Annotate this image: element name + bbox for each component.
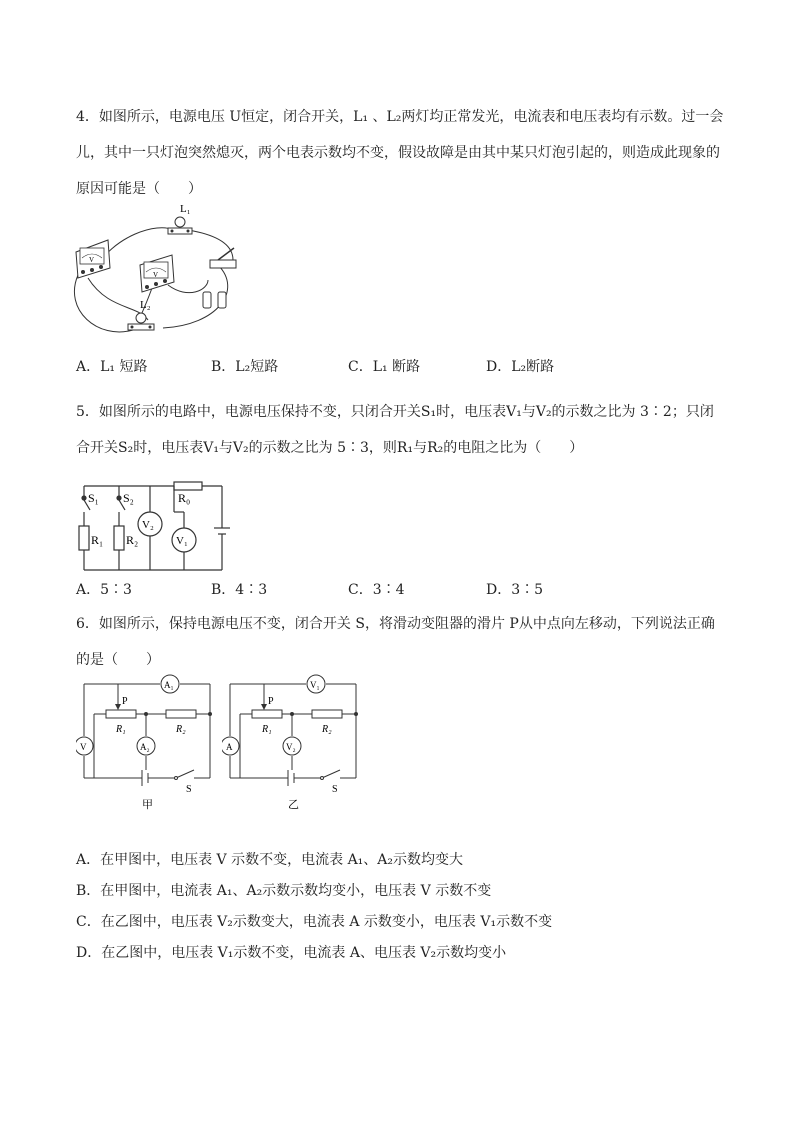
meter-1-icon bbox=[76, 240, 110, 278]
q6-option-b[interactable]: B．在甲图中，电流表 A₁、A₂示数示数均变小，电压表 V 示数不变 bbox=[76, 883, 492, 899]
switch-s2-icon bbox=[117, 496, 121, 500]
label-r1: R₁ bbox=[91, 533, 104, 547]
yi-v1-label: V₁ bbox=[310, 680, 320, 690]
question-5-figure bbox=[74, 478, 234, 578]
yi-p-label: P bbox=[268, 696, 274, 707]
yi-s-label: S bbox=[332, 784, 338, 795]
figure-jia-caption: 甲 bbox=[142, 799, 153, 811]
q5-option-d[interactable]: D．3∶5 bbox=[486, 582, 544, 598]
yi-a-label: A bbox=[226, 742, 233, 752]
q5-option-c[interactable]: C．3∶4 bbox=[348, 582, 405, 598]
figure-yi-caption: 乙 bbox=[288, 799, 299, 811]
label-s1: S₁ bbox=[88, 491, 99, 505]
label-v2: V₂ bbox=[142, 519, 154, 531]
jia-v-label: V bbox=[80, 742, 87, 752]
q4-option-b[interactable]: B．L₂短路 bbox=[211, 359, 279, 375]
q5-option-b[interactable]: B．4∶3 bbox=[211, 582, 268, 598]
question-5-text: 5．如图所示的电路中，电源电压保持不变，只闭合开关S₁时，电压表V₁与V₂的示数之比为 3∶2；只闭合开关S₂时，电压表V₁与V₂的示数之比为 5∶3，则R₁与R₂的电阻之比为（ ） bbox=[76, 404, 714, 456]
switch-icon bbox=[210, 248, 236, 268]
bulb-l2-label: L₂ bbox=[140, 299, 151, 311]
q4-option-a[interactable]: A．L₁ 短路 bbox=[76, 359, 148, 375]
jia-a1-label: A₁ bbox=[164, 680, 174, 690]
yi-v2-label: V₂ bbox=[286, 742, 296, 752]
q6-option-d[interactable]: D．在乙图中，电压表 V₁示数不变，电流表 A、电压表 V₂示数均变小 bbox=[76, 945, 507, 961]
yi-r1-label: R₁ bbox=[262, 724, 272, 735]
question-6-text: 6．如图所示，保持电源电压不变，闭合开关 S，将滑动变阻器的滑片 P从中点向左移动，下列说法正确的是（ ） bbox=[76, 616, 715, 668]
jia-r2-label: R₂ bbox=[176, 724, 186, 735]
jia-a2-label: A₂ bbox=[140, 742, 150, 752]
q6-option-c[interactable]: C．在乙图中，电压表 V₂示数变大，电流表 A 示数变小，电压表 V₁示数不变 bbox=[76, 914, 553, 930]
yi-r2-label: R₂ bbox=[322, 724, 332, 735]
switch-s1-icon bbox=[82, 496, 86, 500]
jia-p-label: P bbox=[122, 696, 128, 707]
question-6-figure-jia bbox=[76, 674, 216, 816]
bulb-l1-icon bbox=[168, 217, 192, 234]
bulb-l1-label: L₁ bbox=[180, 203, 191, 215]
question-5-options bbox=[76, 578, 726, 602]
q4-option-d[interactable]: D．L₂断路 bbox=[486, 359, 555, 375]
label-s2: S₂ bbox=[123, 491, 134, 505]
meter-2-icon bbox=[140, 255, 174, 292]
jia-r1-label: R₁ bbox=[116, 724, 126, 735]
question-4-options bbox=[76, 355, 726, 379]
question-6-figure-yi bbox=[222, 674, 362, 816]
meter-1-label: V bbox=[89, 256, 95, 264]
q6-option-a[interactable]: A．在甲图中，电压表 V 示数不变，电流表 A₁、A₂示数均变大 bbox=[76, 852, 464, 868]
question-4-figure bbox=[68, 200, 248, 345]
battery-icon bbox=[203, 292, 226, 308]
jia-s-label: S bbox=[186, 784, 192, 795]
q4-option-c[interactable]: C．L₁ 断路 bbox=[348, 359, 421, 375]
label-r2: R₂ bbox=[126, 533, 139, 547]
meter-2-label: V bbox=[153, 271, 159, 279]
label-r0: R₀ bbox=[178, 491, 191, 505]
q5-option-a[interactable]: A．5∶3 bbox=[76, 582, 132, 598]
label-v1: V₁ bbox=[176, 535, 188, 547]
question-4-text: 4．如图所示，电源电压 U恒定，闭合开关，L₁ 、L₂两灯均正常发光，电流表和电压表均有示数。过一会儿，其中一只灯泡突然熄灭，两个电表示数均不变，假设故障是由其中某只灯泡引起的，则造成此现象的原因可能是（ ） bbox=[76, 109, 724, 197]
bulb-l2-icon bbox=[128, 313, 154, 330]
